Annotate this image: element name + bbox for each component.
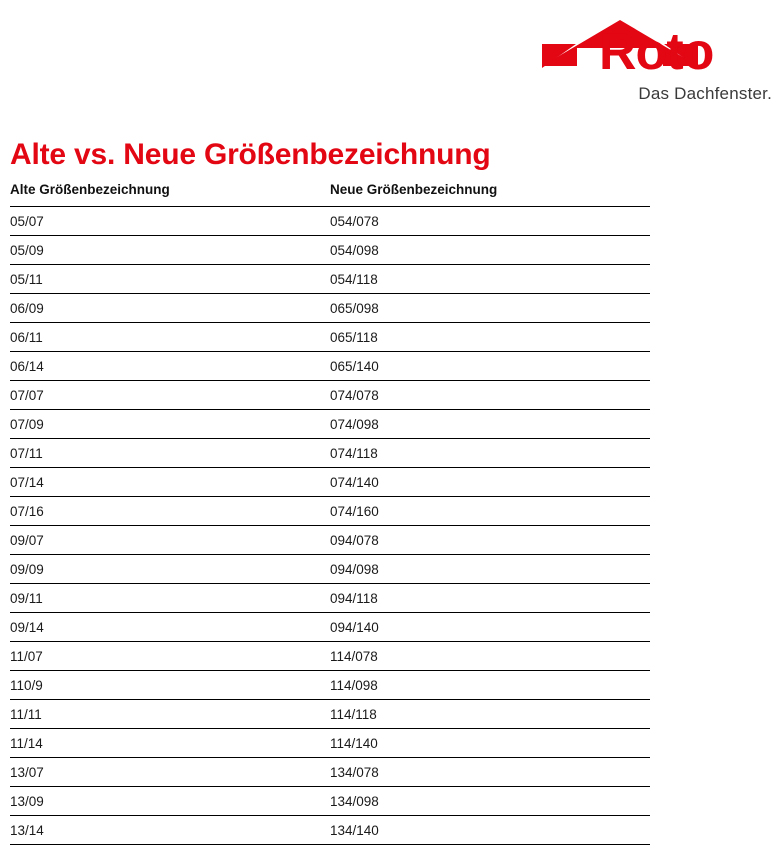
- table-row: [10, 729, 650, 758]
- cell-new-size: 114/140: [330, 729, 650, 758]
- cell-new-size: 074/160: [330, 497, 650, 526]
- brand-name: Roto: [599, 23, 714, 81]
- table-row: [10, 352, 650, 381]
- cell-new-size: 065/140: [330, 352, 650, 381]
- cell-old-size: 11/11: [10, 700, 330, 729]
- cell-new-size: 054/118: [330, 265, 650, 294]
- table-row: [10, 584, 650, 613]
- table-row: [10, 642, 650, 671]
- cell-old-size: 07/07: [10, 381, 330, 410]
- cell-old-size: 09/11: [10, 584, 330, 613]
- table-row: [10, 265, 650, 294]
- table-row: [10, 236, 650, 265]
- cell-old-size: 110/9: [10, 671, 330, 700]
- table-row: [10, 816, 650, 845]
- cell-old-size: 09/09: [10, 555, 330, 584]
- cell-old-size: 05/11: [10, 265, 330, 294]
- cell-new-size: 065/118: [330, 323, 650, 352]
- column-header-old-size: Alte Größenbezeichnung: [10, 182, 330, 207]
- cell-old-size: 09/07: [10, 526, 330, 555]
- table-row: [10, 555, 650, 584]
- cell-new-size: 114/118: [330, 700, 650, 729]
- cell-new-size: 054/078: [330, 207, 650, 236]
- size-comparison-table: [10, 182, 650, 845]
- cell-old-size: 07/09: [10, 410, 330, 439]
- cell-new-size: 114/098: [330, 671, 650, 700]
- cell-old-size: 13/07: [10, 758, 330, 787]
- table-header-row: [10, 182, 650, 207]
- cell-new-size: 134/078: [330, 758, 650, 787]
- cell-old-size: 09/14: [10, 613, 330, 642]
- table-row: [10, 671, 650, 700]
- roof-logo-icon: [542, 14, 772, 80]
- roof-left-leg: [542, 44, 576, 68]
- cell-old-size: 06/11: [10, 323, 330, 352]
- cell-new-size: 094/118: [330, 584, 650, 613]
- table-row: [10, 497, 650, 526]
- table-row: [10, 410, 650, 439]
- cell-old-size: 05/09: [10, 236, 330, 265]
- cell-old-size: 13/09: [10, 787, 330, 816]
- cell-new-size: 134/140: [330, 816, 650, 845]
- table-row: [10, 381, 650, 410]
- cell-old-size: 05/07: [10, 207, 330, 236]
- cell-old-size: 06/14: [10, 352, 330, 381]
- cell-new-size: 134/098: [330, 787, 650, 816]
- cell-new-size: 054/098: [330, 236, 650, 265]
- cell-new-size: 094/098: [330, 555, 650, 584]
- cell-old-size: 11/14: [10, 729, 330, 758]
- table-row: [10, 294, 650, 323]
- cell-old-size: 07/16: [10, 497, 330, 526]
- column-header-new-size: Neue Größenbezeichnung: [330, 182, 650, 207]
- table-row: [10, 207, 650, 236]
- table-row: [10, 439, 650, 468]
- cell-new-size: 074/078: [330, 381, 650, 410]
- cell-new-size: 094/078: [330, 526, 650, 555]
- cell-new-size: 074/140: [330, 468, 650, 497]
- table-row: [10, 613, 650, 642]
- table-row: [10, 700, 650, 729]
- brand-logo: [542, 14, 772, 104]
- cell-new-size: 065/098: [330, 294, 650, 323]
- cell-new-size: 114/078: [330, 642, 650, 671]
- cell-new-size: 094/140: [330, 613, 650, 642]
- table-row: [10, 323, 650, 352]
- table-row: [10, 787, 650, 816]
- table-row: [10, 526, 650, 555]
- cell-new-size: 074/098: [330, 410, 650, 439]
- cell-old-size: 06/09: [10, 294, 330, 323]
- cell-old-size: 07/11: [10, 439, 330, 468]
- table-row: [10, 758, 650, 787]
- page-title: Alte vs. Neue Größenbezeichnung: [10, 138, 491, 172]
- table-row: [10, 468, 650, 497]
- cell-old-size: 13/14: [10, 816, 330, 845]
- brand-tagline: Das Dachfenster.: [638, 84, 772, 103]
- cell-new-size: 074/118: [330, 439, 650, 468]
- cell-old-size: 11/07: [10, 642, 330, 671]
- cell-old-size: 07/14: [10, 468, 330, 497]
